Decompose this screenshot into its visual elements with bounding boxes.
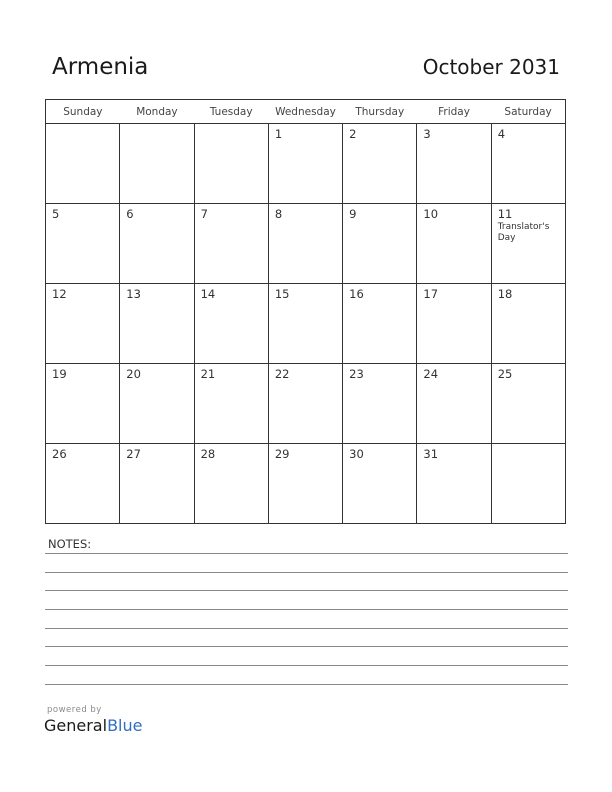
day-number: 13 xyxy=(126,287,141,301)
day-number: 7 xyxy=(200,207,208,221)
day-number: 1 xyxy=(274,127,283,141)
day-cell xyxy=(343,204,417,284)
day-number: 10 xyxy=(423,207,439,221)
day-number: 17 xyxy=(423,287,439,301)
day-number: 5 xyxy=(52,207,60,221)
note-line xyxy=(45,553,568,554)
day-cell xyxy=(194,204,268,284)
day-number: 30 xyxy=(349,447,364,461)
day-cell xyxy=(268,284,342,364)
day-number: 26 xyxy=(52,447,67,461)
note-line xyxy=(45,609,568,610)
day-cell xyxy=(268,444,342,524)
day-cell xyxy=(491,444,565,524)
day-number: 3 xyxy=(423,127,431,141)
notes-label: NOTES: xyxy=(48,537,92,551)
day-number: 15 xyxy=(274,287,290,301)
day-cell xyxy=(194,284,268,364)
holiday-label: Translator's Day xyxy=(497,222,550,243)
day-number: 2 xyxy=(349,127,357,141)
weekday-friday: Friday xyxy=(417,100,491,124)
day-cell xyxy=(120,204,194,284)
day-number: 14 xyxy=(200,287,216,301)
day-cell xyxy=(120,124,194,204)
day-number: 9 xyxy=(349,207,357,221)
day-number: 11 xyxy=(497,207,513,221)
day-cell xyxy=(417,444,491,524)
day-cell xyxy=(194,444,268,524)
day-number: 6 xyxy=(126,207,134,221)
day-number: 12 xyxy=(52,287,67,301)
note-line xyxy=(45,684,568,685)
day-number: 29 xyxy=(274,447,290,461)
day-cell xyxy=(417,124,491,204)
day-cell xyxy=(120,444,194,524)
day-cell xyxy=(268,124,342,204)
day-cell xyxy=(343,124,417,204)
day-number: 31 xyxy=(423,447,439,461)
day-cell xyxy=(491,204,565,284)
day-number: 22 xyxy=(274,367,290,381)
day-cell xyxy=(417,284,491,364)
weekday-thursday: Thursday xyxy=(343,100,417,124)
calendar-grid xyxy=(45,99,566,524)
day-cell xyxy=(46,444,120,524)
day-number: 20 xyxy=(126,367,141,381)
day-cell xyxy=(268,364,342,444)
day-cell xyxy=(343,364,417,444)
weekday-header-row xyxy=(46,100,566,124)
day-cell xyxy=(46,204,120,284)
country-title: Armenia xyxy=(52,54,149,80)
day-cell xyxy=(194,124,268,204)
week-row xyxy=(46,364,566,444)
day-number: 4 xyxy=(497,127,506,141)
day-cell xyxy=(120,284,194,364)
note-line xyxy=(45,646,568,647)
month-year-title: October 2031 xyxy=(422,55,560,79)
day-cell xyxy=(46,124,120,204)
powered-by-text: powered by xyxy=(47,705,102,715)
day-cell xyxy=(417,204,491,284)
day-cell xyxy=(120,364,194,444)
note-line xyxy=(45,590,568,591)
day-number: 24 xyxy=(423,367,439,381)
note-line xyxy=(45,572,568,573)
day-number: 27 xyxy=(126,447,141,461)
weekday-sunday: Sunday xyxy=(46,100,120,124)
day-cell xyxy=(491,364,565,444)
day-number: 19 xyxy=(52,367,67,381)
day-number: 23 xyxy=(349,367,364,381)
note-line xyxy=(45,665,568,666)
day-cell xyxy=(417,364,491,444)
brand-general: General xyxy=(44,716,108,735)
week-row xyxy=(46,284,566,364)
day-number: 28 xyxy=(200,447,216,461)
day-cell xyxy=(343,284,417,364)
day-cell xyxy=(343,444,417,524)
day-number: 8 xyxy=(274,207,283,221)
day-cell xyxy=(268,204,342,284)
note-line xyxy=(45,628,568,629)
weekday-monday: Monday xyxy=(120,100,194,124)
week-row xyxy=(46,204,566,284)
day-cell xyxy=(194,364,268,444)
day-number: 16 xyxy=(349,287,364,301)
day-cell xyxy=(491,124,565,204)
week-row xyxy=(46,444,566,524)
generalblue-logo xyxy=(44,716,142,735)
day-cell xyxy=(46,284,120,364)
day-number: 21 xyxy=(200,367,216,381)
day-number: 25 xyxy=(497,367,513,381)
day-cell xyxy=(46,364,120,444)
brand-blue: Blue xyxy=(107,716,143,735)
calendar-body xyxy=(46,124,566,524)
weekday-wednesday: Wednesday xyxy=(268,100,342,124)
week-row xyxy=(46,124,566,204)
weekday-saturday: Saturday xyxy=(491,100,565,124)
day-cell xyxy=(491,284,565,364)
day-number: 18 xyxy=(497,287,513,301)
weekday-tuesday: Tuesday xyxy=(194,100,268,124)
